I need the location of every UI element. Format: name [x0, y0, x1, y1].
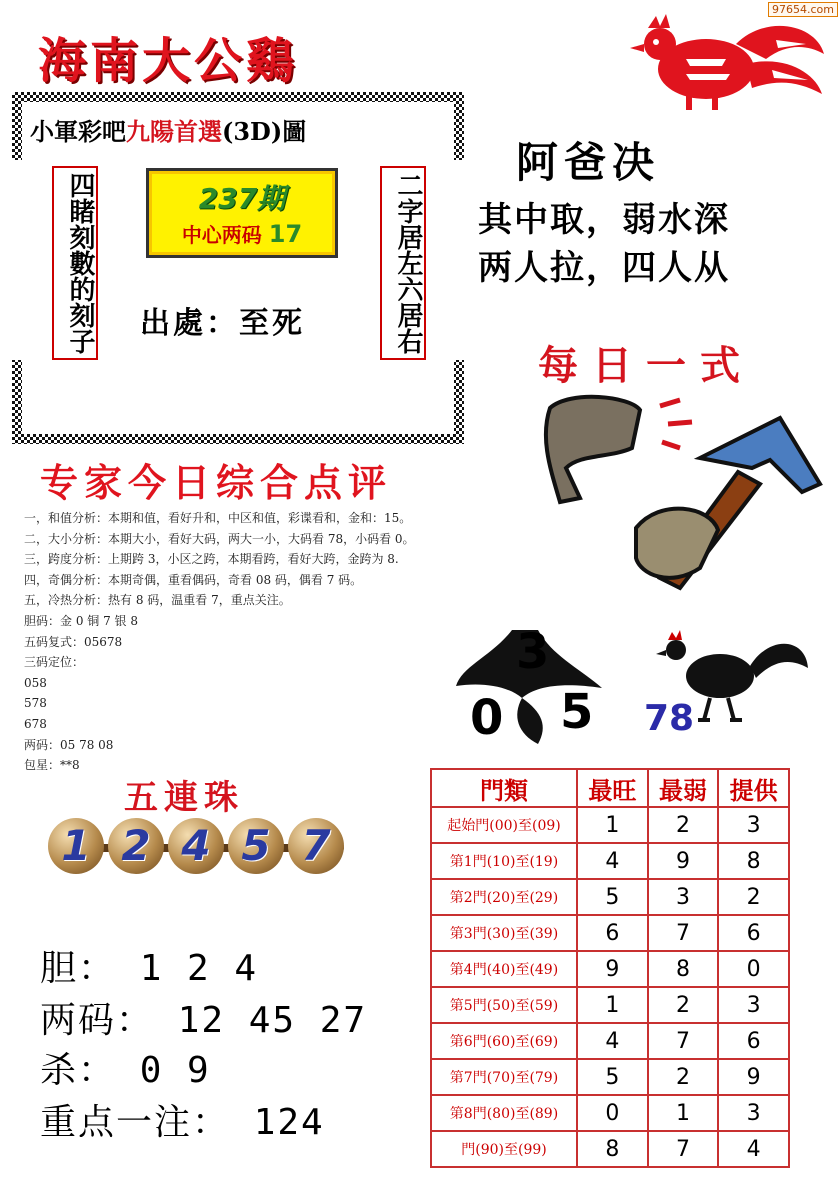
table-row — [431, 807, 789, 843]
cell: 2 — [648, 807, 719, 843]
cell: 2 — [648, 987, 719, 1023]
bead: 5 — [228, 818, 284, 874]
column-header: 提供 — [718, 769, 789, 807]
bead: 1 — [48, 818, 104, 874]
analysis-line: 胆码：金 0 铜 7 银 8 — [24, 613, 138, 628]
cell: 7 — [648, 1131, 719, 1167]
center-two-codes — [149, 219, 335, 248]
five-pearls-beads — [48, 818, 348, 886]
summary-line — [40, 1094, 325, 1145]
cell: 9 — [577, 951, 648, 987]
row-label: 起始門(00)至(09) — [431, 807, 577, 843]
cell: 4 — [718, 1131, 789, 1167]
puzzle-digit: 0 — [470, 690, 504, 746]
summary-value: 124 — [253, 1102, 325, 1143]
cell: 5 — [577, 879, 648, 915]
row-label: 第1門(10)至(19) — [431, 843, 577, 879]
cell: 8 — [648, 951, 719, 987]
cell: 0 — [718, 951, 789, 987]
analysis-line: 678 — [24, 716, 47, 731]
black-rooster-icon — [650, 628, 810, 728]
puzzle-digit: 5 — [560, 684, 594, 740]
column-header: 最弱 — [648, 769, 719, 807]
cell: 1 — [577, 807, 648, 843]
cell: 4 — [577, 843, 648, 879]
table-row — [431, 843, 789, 879]
analysis-line: 三，跨度分析：上期跨 3，小区之跨，本期看跨，看好大跨，金跨为 8. — [24, 552, 399, 567]
puzzle-extra-digits: 78 — [644, 698, 695, 739]
cell: 8 — [718, 843, 789, 879]
bead: 2 — [108, 818, 164, 874]
cell: 4 — [577, 1023, 648, 1059]
analysis-line: 五，冷热分析：热有 8 码，温重看 7，重点关注。 — [24, 593, 291, 608]
daily-heading: 每日一式 — [538, 343, 754, 389]
page-title: 海南大公鷄 — [38, 33, 299, 89]
analysis-line: 两码：05 78 08 — [24, 737, 114, 752]
summary-value: 12 45 27 — [177, 1000, 368, 1041]
summary-value: 0 9 — [139, 1050, 211, 1091]
cell: 6 — [718, 1023, 789, 1059]
analysis-line: 五码复式：05678 — [24, 634, 123, 649]
summary-label: 胆： — [40, 948, 117, 989]
cell: 3 — [648, 879, 719, 915]
cell: 9 — [718, 1059, 789, 1095]
five-pearls-title: 五連珠 — [124, 778, 244, 818]
row-label: 第8門(80)至(89) — [431, 1095, 577, 1131]
center-label: 中心两码 — [181, 223, 262, 247]
row-label: 第4門(40)至(49) — [431, 951, 577, 987]
row-label: 第7門(70)至(79) — [431, 1059, 577, 1095]
cell: 6 — [577, 915, 648, 951]
cell: 8 — [577, 1131, 648, 1167]
analysis-line: 四，奇偶分析：本期奇偶，重看偶码，奇看 08 码，偶看 7 码。 — [24, 572, 363, 587]
summary-line — [40, 940, 258, 991]
cell: 9 — [648, 843, 719, 879]
summary-line — [40, 992, 367, 1043]
summary-label: 重点一注： — [40, 1102, 231, 1143]
cell: 0 — [577, 1095, 648, 1131]
gate-table — [430, 768, 790, 1168]
header-part-2: 九陽首選 — [126, 117, 222, 146]
expert-heading: 专家今日综合点评 — [40, 461, 393, 505]
analysis-line: 二，大小分析：本期大小，看好大码，两大一小，大码看 78，小码看 0。 — [24, 531, 415, 546]
table-row — [431, 987, 789, 1023]
site-mark[interactable]: 97654.com — [768, 2, 838, 17]
period-box — [146, 168, 338, 258]
bead: 4 — [168, 818, 224, 874]
table-row — [431, 879, 789, 915]
cell: 7 — [648, 915, 719, 951]
row-label: 第3門(30)至(39) — [431, 915, 577, 951]
row-label: 第5門(50)至(59) — [431, 987, 577, 1023]
table-row — [431, 951, 789, 987]
analysis-line: 一，和值分析：本期和值，看好升和，中区和值，彩谍看和，金和：15。 — [24, 511, 412, 525]
column-header: 最旺 — [577, 769, 648, 807]
puzzle-digit: 3 — [516, 624, 550, 680]
frame-notch-right — [436, 160, 464, 360]
header-part-4: 圖 — [282, 117, 307, 146]
cell: 7 — [648, 1023, 719, 1059]
summary-line — [40, 1042, 211, 1093]
row-label: 門(90)至(99) — [431, 1131, 577, 1167]
row-label: 第2門(20)至(29) — [431, 879, 577, 915]
header-part-3: (3D) — [222, 117, 283, 146]
hammer-hand-icon — [540, 388, 830, 598]
riddle-title: 阿爸决 — [516, 138, 661, 187]
cell: 3 — [718, 1095, 789, 1131]
row-label: 第6門(60)至(69) — [431, 1023, 577, 1059]
table-row — [431, 915, 789, 951]
cell: 5 — [577, 1059, 648, 1095]
cell: 3 — [718, 807, 789, 843]
period-number: 237期 — [198, 182, 286, 215]
cell: 6 — [718, 915, 789, 951]
cell: 2 — [648, 1059, 719, 1095]
header-part-1: 小軍彩吧 — [30, 117, 126, 146]
table-row — [431, 1059, 789, 1095]
frame-notch-left — [12, 160, 40, 360]
cell: 1 — [577, 987, 648, 1023]
summary-label: 杀： — [40, 1050, 117, 1091]
bead: 7 — [288, 818, 344, 874]
cell: 3 — [718, 987, 789, 1023]
table-row — [431, 1131, 789, 1167]
riddle-line-2: 两人拉，四人从 — [478, 248, 730, 288]
table-row — [431, 1023, 789, 1059]
analysis-list — [24, 508, 415, 776]
riddle-line-1: 其中取，弱水深 — [478, 200, 730, 240]
column-header: 門類 — [431, 769, 577, 807]
source-line: 出處：至死 — [140, 306, 305, 341]
summary-label: 两码： — [40, 1000, 155, 1041]
summary-value: 1 2 4 — [139, 948, 259, 989]
table-header-row — [431, 769, 789, 807]
frame-header — [30, 112, 306, 147]
right-riddle-box: 二字居左六居右 — [380, 166, 426, 360]
paper-cut-rooster-icon — [626, 14, 826, 114]
analysis-line: 包星：**8 — [24, 758, 80, 773]
analysis-line: 058 — [24, 675, 47, 690]
cell: 1 — [648, 1095, 719, 1131]
cell: 2 — [718, 879, 789, 915]
center-value: 17 — [268, 220, 303, 248]
analysis-line: 三码定位： — [24, 655, 85, 670]
left-riddle-box: 四睹刻數的刻子 — [52, 166, 98, 360]
analysis-line: 578 — [24, 696, 47, 711]
table-row — [431, 1095, 789, 1131]
